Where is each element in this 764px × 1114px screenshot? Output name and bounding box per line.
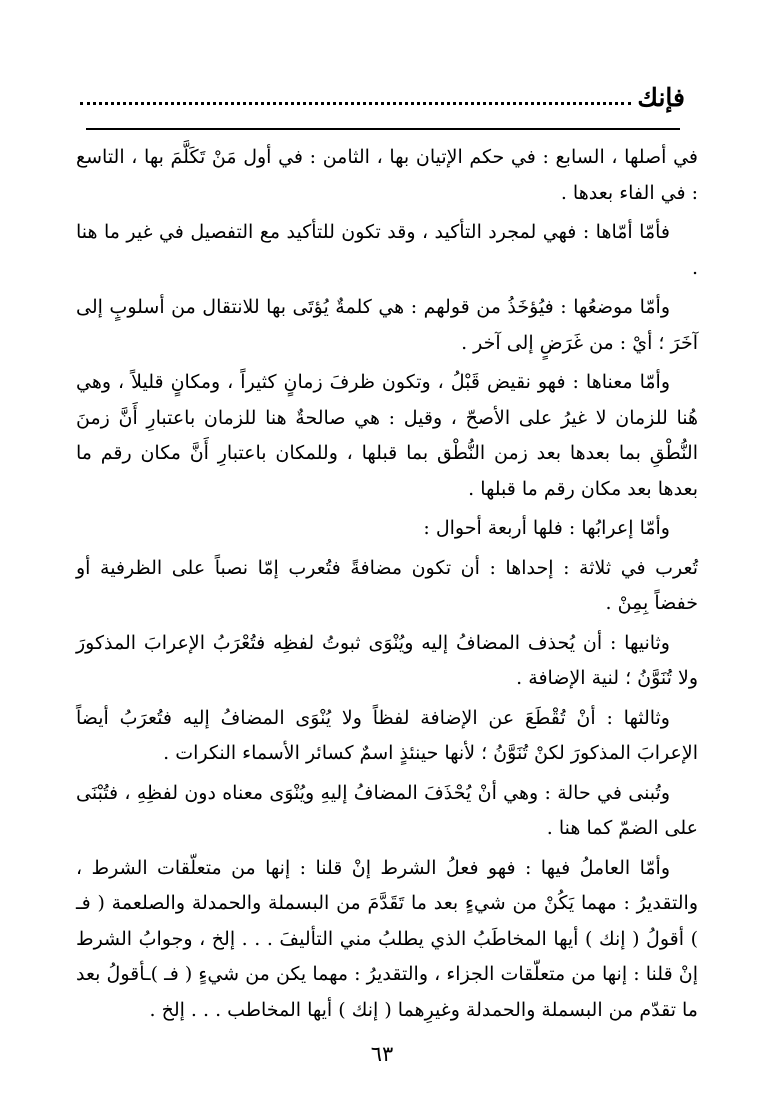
paragraph: وأمّا موضعُها : فيُؤخَذُ من قولهم : هي كلمةٌ يُؤتَى بها للانتقال من أسلوبٍ إلى آخَرَ ؛ أيْ : من غَرَضٍ إلى آخر . [76, 296, 698, 354]
paragraph: تُعرب في ثلاثة : إحداها : أن تكون مضافةً فتُعرب إمّا نصباً على الظرفية أو خفضاً بِمِنْ . [76, 556, 698, 614]
paragraph: وتُبنى في حالة : وهي أنْ يُحْذَفَ المضافُ إليهِ ويُنْوَى معناه دون لفظِهِ ، فتُبْنَى على الضمّ كما هنا . [76, 781, 698, 839]
header-title: فإنك [637, 83, 685, 112]
paragraph: فأمّا أمّاها : فهي لمجرد التأكيد ، وقد تكون للتأكيد مع التفصيل في غير ما هنا . [76, 221, 698, 279]
header-dotted-leader [80, 102, 631, 105]
header-rule [86, 128, 680, 130]
paragraph: وثالثها : أنْ تُقْطَعَ عن الإضافة لفظاً ولا يُنْوَى المضافُ إليه فتُعرَبُ أيضاً الإعرابَ المذكورَ لكنْ تُنَوَّنُ ؛ لأنها حينئذٍ اسمٌ كسائر الأسماء النكرات . [76, 706, 698, 764]
paragraph: وأمّا معناها : فهو نقيض قَبْلُ ، وتكون ظرفَ زمانٍ كثيراً ، ومكانٍ قليلاً ، وهي هُنا للزمان لا غيرُ على الأصحّ ، وقيل : هي صالحةٌ هنا للزمان باعتبارِ أَنَّ زمنَ النُّطْقِ بما بعدها بعد زمن النُّطْق بما قبلها ، وللمكان باعتبارِ أَنَّ مكان رقم ما بعدها بعد مكان رقم ما قبلها . [76, 371, 698, 500]
paragraph: وأمّا إعرابُها : فلها أربعة أحوال : [423, 517, 670, 539]
paragraph: وثانيها : أن يُحذف المضافُ إليه ويُنْوَى ثبوتُ لفظِه فتُعْرَبُ الإعرابَ المذكورَ ولا تُنَوَّنُ ؛ لنية الإضافة . [76, 631, 698, 689]
running-header [80, 70, 685, 110]
paragraph: في أصلها ، السابع : في حكم الإتيان بها ، الثامن : في أول مَنْ تَكَلَّمَ بها ، التاسع : في الفاء بعدها . [76, 146, 698, 204]
paragraph: وأمّا العاملُ فيها : فهو فعلُ الشرط إنْ قلنا : إنها من متعلّقات الشرط ، والتقديرُ : مهما يَكُنْ من شيءٍ بعد ما تَقَدَّمَ من البسملة والحمدلة والصلعمة ( فـ ) أقولُ ( إنك ) أيها المخاطَبُ الذي يطلبُ مني التأليفَ . . . إلخ ، وجوابُ الشرط إنْ قلنا : إنها من متعلّقات الجزاء ، والتقديرُ : مهما يكن من شيءٍ ( فـ )ـأقولُ بعد ما تقدّم من البسملة والحمدلة وغيرِهما ( إنك ) أيها المخاطب . . . إلخ . [76, 856, 698, 1021]
body-text [76, 140, 698, 1032]
page-number: ٦٣ [370, 1042, 394, 1066]
